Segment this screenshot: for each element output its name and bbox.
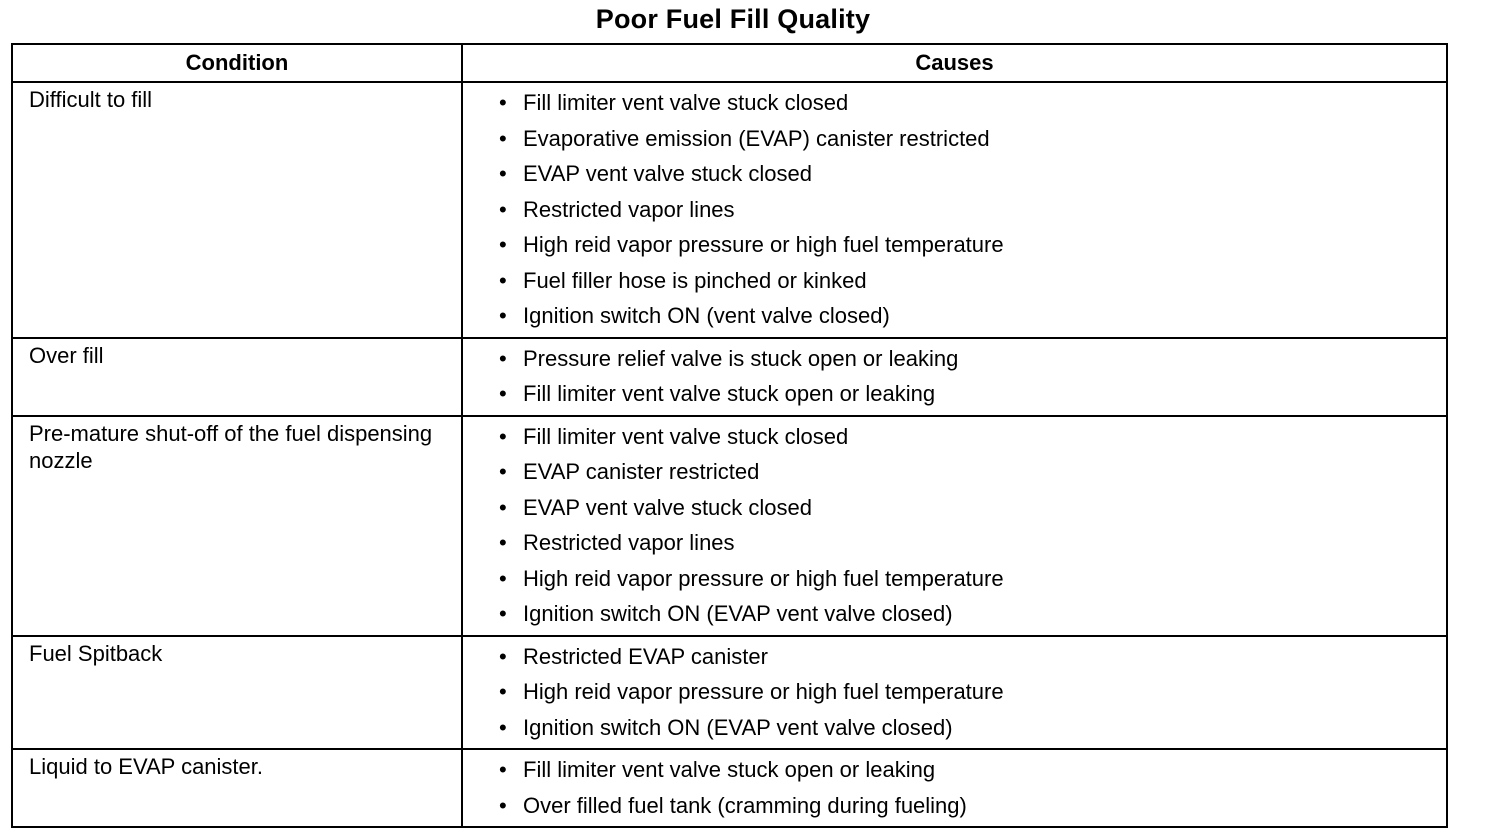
fault-table: [11, 43, 1448, 828]
cause-text: Fill limiter vent valve stuck open or leaking: [523, 381, 936, 406]
bullet-icon: •: [499, 303, 507, 328]
cause-text: Ignition switch ON (EVAP vent valve closed): [523, 714, 953, 740]
cause-item: [499, 227, 1446, 263]
column-header-condition: Condition: [12, 44, 462, 82]
cause-text: High reid vapor pressure or high fuel temperature: [523, 232, 1004, 257]
cause-text: Restricted EVAP canister: [523, 643, 768, 669]
cause-item: [499, 710, 1446, 746]
cause-item: [499, 298, 1446, 334]
bullet-icon: •: [499, 125, 507, 151]
table-row: [12, 338, 1447, 416]
cause-text: EVAP vent valve stuck closed: [523, 161, 812, 186]
condition-cell: Fuel Spitback: [12, 636, 462, 750]
column-header-causes: Causes: [462, 44, 1447, 82]
cause-text: High reid vapor pressure or high fuel temperature: [523, 565, 1004, 591]
cause-item: [499, 561, 1446, 597]
bullet-icon: •: [499, 530, 507, 555]
cause-text: Ignition switch ON (EVAP vent valve closed): [523, 601, 953, 626]
bullet-icon: •: [499, 161, 507, 186]
causes-list: [499, 419, 1446, 632]
cause-item: [499, 752, 1446, 788]
cause-text: EVAP canister restricted: [523, 459, 760, 484]
cause-item: [499, 192, 1446, 228]
cause-text: EVAP vent valve stuck closed: [523, 494, 812, 520]
causes-cell: [462, 636, 1447, 750]
table-body: [12, 82, 1447, 827]
table-row: [12, 416, 1447, 636]
cause-item: [499, 263, 1446, 299]
cause-text: Fuel filler hose is pinched or kinked: [523, 267, 867, 293]
cause-text: Fill limiter vent valve stuck closed: [523, 90, 849, 115]
causes-cell: [462, 338, 1447, 416]
condition-cell: Liquid to EVAP canister.: [12, 749, 462, 827]
causes-cell: [462, 82, 1447, 338]
bullet-icon: •: [499, 643, 507, 669]
table-row: [12, 749, 1447, 827]
bullet-icon: •: [499, 90, 507, 115]
bullet-icon: •: [499, 267, 507, 293]
cause-text: High reid vapor pressure or high fuel temperature: [523, 679, 1004, 704]
cause-text: Over filled fuel tank (cramming during fueling): [523, 792, 967, 818]
cause-item: [499, 156, 1446, 192]
causes-cell: [462, 749, 1447, 827]
causes-cell: [462, 416, 1447, 636]
bullet-icon: •: [499, 565, 507, 591]
cause-item: [499, 490, 1446, 526]
table-row: [12, 82, 1447, 338]
bullet-icon: •: [499, 792, 507, 818]
cause-item: [499, 674, 1446, 710]
causes-list: [499, 752, 1446, 823]
cause-item: [499, 525, 1446, 561]
bullet-icon: •: [499, 196, 507, 222]
cause-text: Fill limiter vent valve stuck open or leaking: [523, 757, 936, 782]
condition-cell: Over fill: [12, 338, 462, 416]
bullet-icon: •: [499, 679, 507, 704]
bullet-icon: •: [499, 232, 507, 257]
bullet-icon: •: [499, 757, 507, 782]
cause-item: [499, 639, 1446, 675]
causes-list: [499, 85, 1446, 334]
bullet-icon: •: [499, 423, 507, 449]
cause-item: [499, 454, 1446, 490]
cause-text: Restricted vapor lines: [523, 196, 735, 222]
cause-item: [499, 596, 1446, 632]
bullet-icon: •: [499, 601, 507, 626]
bullet-icon: •: [499, 381, 507, 406]
condition-cell: Pre-mature shut-off of the fuel dispensing nozzle: [12, 416, 462, 636]
bullet-icon: •: [499, 345, 507, 371]
cause-text: Ignition switch ON (vent valve closed): [523, 303, 890, 328]
cause-item: [499, 85, 1446, 121]
table-row: [12, 636, 1447, 750]
cause-text: Evaporative emission (EVAP) canister restricted: [523, 125, 990, 151]
cause-item: [499, 376, 1446, 412]
page-title: Poor Fuel Fill Quality: [595, 4, 871, 34]
cause-item: [499, 419, 1446, 455]
cause-item: [499, 341, 1446, 377]
bullet-icon: •: [499, 494, 507, 520]
bullet-icon: •: [499, 714, 507, 740]
cause-text: Restricted vapor lines: [523, 530, 735, 555]
causes-list: [499, 341, 1446, 412]
cause-text: Fill limiter vent valve stuck closed: [523, 423, 849, 449]
cause-item: [499, 121, 1446, 157]
condition-cell: Difficult to fill: [12, 82, 462, 338]
causes-list: [499, 639, 1446, 746]
table-header-row: [12, 44, 1447, 82]
cause-item: [499, 788, 1446, 824]
bullet-icon: •: [499, 459, 507, 484]
cause-text: Pressure relief valve is stuck open or leaking: [523, 345, 959, 371]
